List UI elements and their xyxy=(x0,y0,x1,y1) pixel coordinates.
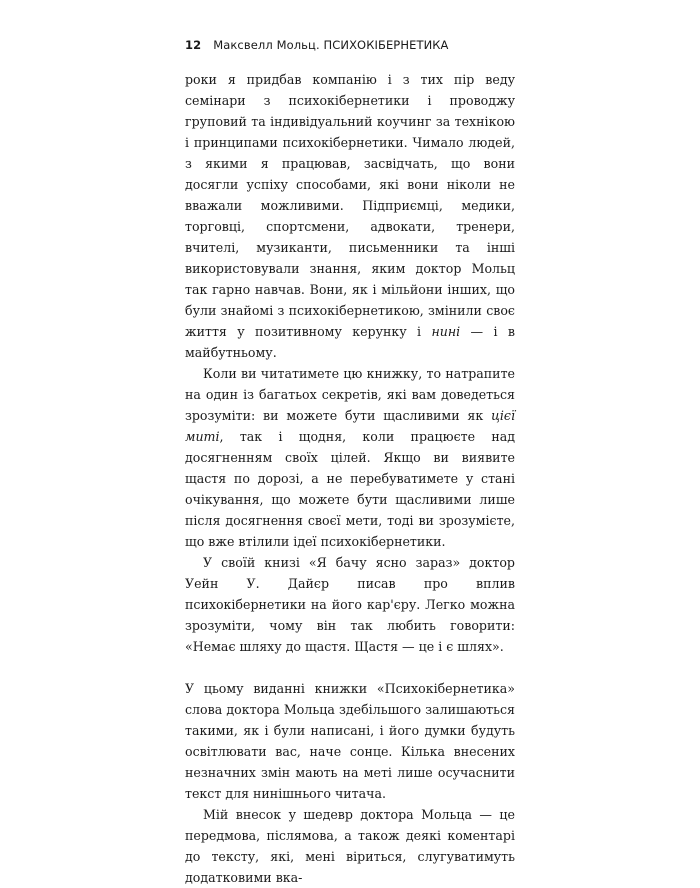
emphasis: нині xyxy=(431,324,461,339)
paragraph: У цьому виданні книжки «Психокібернетика» слова доктора Мольца здебільшого залишаються такими, як і були написані, і його думки будуть освітлювати вас, наче сонце. Кілька внесених незначних змін мають на меті лише осучаснити текст для нинішнього читача. xyxy=(185,681,515,801)
paragraph: роки я придбав компанію і з тих пір веду семінари з психокібернетики і проводжу груповий та індивідуальний коучинг за технікою і принципами психокібернетики. Чимало людей, з якими я працював, засвідчать, що вони досягли успіху способами, які вони ніколи не вважали можливими. Підприємці, медики, торговці, спортсмени, адвокати, тренери, вчителі, музиканти, письменники та інші використовували знання, яким доктор Мольц так гарно навчав. Вони, як і мільйони інших, що були знайомі з психокібернетикою, змінили своє життя у позитивному керунку і нині — і в майбутньому. xyxy=(185,72,515,360)
paragraph: Коли ви читатимете цю книжку, то натрапите на один із багатьох секретів, які вам доведеться зрозуміти: ви можете бути щасливими як цієї миті, так і щодня, коли працюєте над досягненням своїх цілей. Якщо ви виявите щастя по дорозі, а не перебуватимете у стані очікування, що можете бути щасливими лише після досягнення своєї мети, тоді ви зрозумієте, що вже втілили ідеї психокібернетики. xyxy=(185,366,515,549)
page-number: 12 xyxy=(185,38,202,52)
emphasis: цієї миті xyxy=(185,408,515,444)
running-header xyxy=(185,38,449,52)
body-text xyxy=(185,69,515,888)
running-title: Максвелл Мольц. ПСИХОКІБЕРНЕТИКА xyxy=(213,38,449,52)
paragraph: Мій внесок у шедевр доктора Мольца — це передмова, післямова, а також деякі коментарі до тексту, які, мені віриться, слугуватимуть додатковими вка- xyxy=(185,807,515,885)
paragraph: У своїй книзі «Я бачу ясно зараз» доктор Уейн У. Дайєр писав про вплив психокібернетики на його кар'єру. Легко можна зрозуміти, чому він так любить говорити: «Немає шляху до щастя. Щастя — це і є шлях». xyxy=(185,555,515,654)
